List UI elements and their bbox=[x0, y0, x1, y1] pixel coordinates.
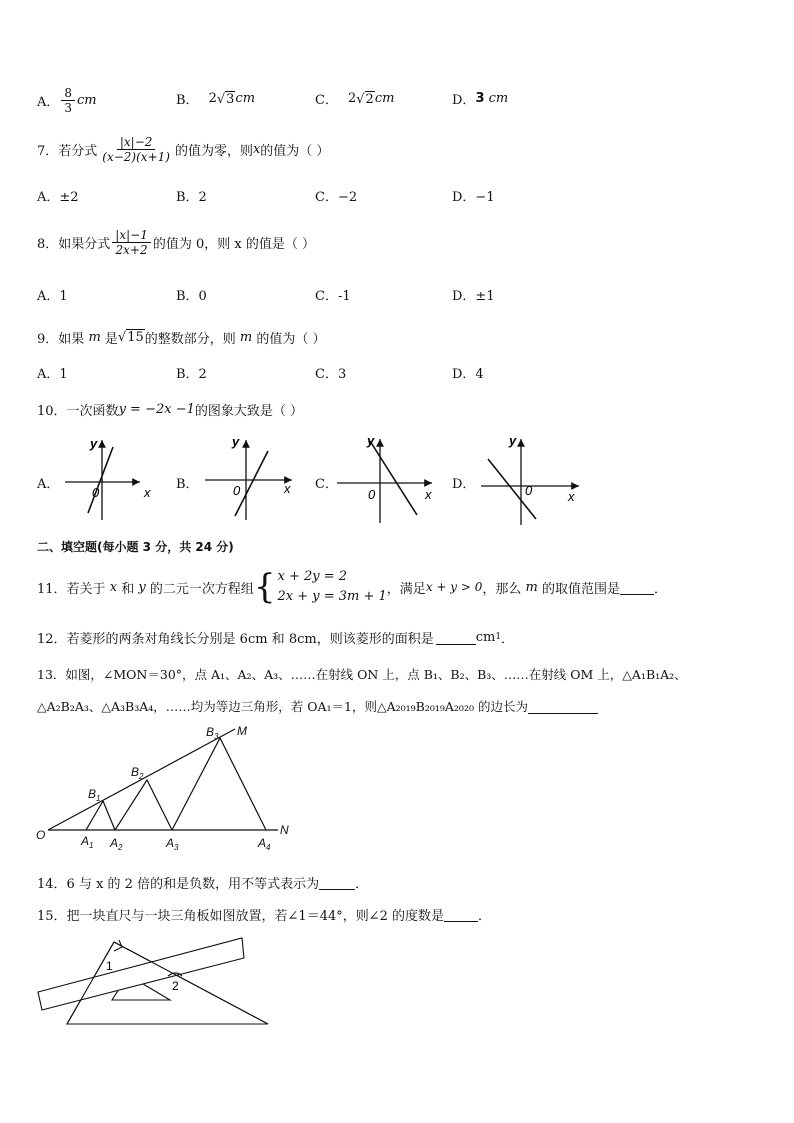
q10-graph-c bbox=[337, 433, 432, 523]
section2-title: 二、填空题(每小题 3 分，共 24 分) bbox=[37, 539, 234, 554]
q10-graph-c-label: C． bbox=[315, 477, 338, 492]
q13-line2: △A₂B₂A₃、△A₃B₃A₄，……均为等边三角形，若 OA₁＝1，则△A₂₀₁₉B₂₀₁₉A₂₀₂₀ 的边长为 bbox=[37, 695, 598, 717]
label-a4: $A_4$ bbox=[258, 836, 271, 852]
q11-answer-blank[interactable] bbox=[620, 580, 654, 595]
q10-graph-a bbox=[65, 436, 151, 520]
q7-option-c: C．−2 bbox=[315, 190, 358, 205]
q10-graphs bbox=[0, 425, 794, 525]
label-a2: $A_2$ bbox=[110, 836, 123, 852]
q10-graph-d-origin: 0 bbox=[525, 483, 533, 498]
q10-graph-b-x: x bbox=[284, 481, 291, 496]
q13-figure bbox=[30, 718, 320, 858]
q6-option-d: D． 3 cm bbox=[452, 91, 509, 108]
angle-1-label: 1 bbox=[106, 959, 113, 973]
q11-equation-system: { x + 2y = 2 2x + y = 3m + 1 bbox=[253, 567, 387, 607]
label-a3: $A_3$ bbox=[166, 836, 179, 852]
q10-graph-d-label: D． bbox=[452, 477, 476, 492]
q12-answer-blank[interactable] bbox=[436, 630, 476, 645]
triangle-a1b1a2 bbox=[86, 801, 115, 830]
q13-answer-blank[interactable] bbox=[528, 699, 598, 714]
q15-figure bbox=[30, 930, 280, 1030]
triangle-a3b3a4 bbox=[172, 738, 266, 830]
q10-graph-b-origin: 0 bbox=[233, 483, 241, 498]
q10-graph-c-line bbox=[370, 441, 417, 515]
q10-graph-a-y: y bbox=[90, 436, 98, 451]
q7-fraction: $\frac{|x|-2}{(x-2)(x+1)}$ bbox=[102, 134, 170, 164]
q9-option-b: B．2 bbox=[176, 367, 207, 382]
label-a1: $A_1$ bbox=[81, 834, 94, 850]
q15-stem: 15．把一块直尺与一块三角板如图放置，若∠1＝44°，则∠2 的度数是 ． bbox=[37, 908, 492, 924]
q8-option-a: A．1 bbox=[37, 289, 68, 304]
q6-option-b: B． 2 √ 3 cm bbox=[176, 91, 256, 108]
q10-graph-b-y: y bbox=[232, 434, 240, 449]
label-n: N bbox=[280, 823, 289, 837]
q6-option-c: C． 2 √ 2 cm bbox=[315, 91, 395, 108]
q11-stem: 11． 若关于 x 和 y 的二元一次方程组 { x + 2y = 2 2x + y = 3m + 1 ，满足 x + y > 0 ，那么 m 的取值范围是 ． bbox=[37, 567, 668, 607]
label-b2: $B_2$ bbox=[131, 765, 144, 781]
q10-stem: 10． 一次函数 y = −2x −1 的图象大致是（ ） bbox=[37, 401, 303, 419]
q7-stem: 7． 若分式 $\frac{|x|-2}{(x-2)(x+1)}$ 的值为零，则 x 的值为（ ） bbox=[37, 134, 330, 164]
q10-graph-c-origin: 0 bbox=[368, 487, 376, 502]
q8-option-d: D．±1 bbox=[452, 289, 495, 304]
q10-graph-d-y: y bbox=[509, 433, 517, 448]
q10-graph-d-x: x bbox=[568, 489, 575, 504]
q10-graph-a-label: A． bbox=[37, 477, 60, 492]
q10-graph-b-label: B． bbox=[176, 477, 199, 492]
label-b1: $B_1$ bbox=[88, 787, 101, 803]
q9-option-d: D．4 bbox=[452, 367, 484, 382]
q12-stem: 12．若菱形的两条对角线长分别是 6cm 和 8cm，则该菱形的面积是 cm 1 ． bbox=[37, 629, 515, 647]
q8-fraction: $\frac{|x|-1}{2x+2}$ bbox=[112, 228, 151, 257]
q6-a-fraction: $\frac{8}{3}$ bbox=[61, 86, 75, 115]
q10-graph-d bbox=[481, 433, 579, 525]
q9-sqrt: √ 15 bbox=[117, 330, 144, 345]
q10-graph-c-y: y bbox=[367, 433, 375, 448]
q15-answer-blank[interactable] bbox=[444, 907, 478, 922]
q10-graph-b bbox=[205, 434, 292, 520]
q7-option-a: A．±2 bbox=[37, 190, 79, 205]
q10-graph-a-x: x bbox=[144, 485, 151, 500]
q10-graph-a-origin: 0 bbox=[92, 485, 100, 500]
q9-stem: 9． 如果 m 是 √ 15 的整数部分，则 m 的值为（ ） bbox=[37, 329, 326, 347]
q14-stem: 14．6 与 x 的 2 倍的和是负数，用不等式表示为 ． bbox=[37, 876, 369, 892]
q8-option-b: B．0 bbox=[176, 289, 207, 304]
q7-option-d: D．−1 bbox=[452, 190, 495, 205]
label-o: O bbox=[36, 828, 46, 842]
q9-option-c: C．3 bbox=[315, 367, 347, 382]
q10-graph-a-line bbox=[88, 447, 113, 513]
q9-option-a: A．1 bbox=[37, 367, 68, 382]
angle-2-label: 2 bbox=[172, 979, 179, 993]
label-b3: $B_3$ bbox=[206, 725, 219, 741]
q13-line1: 13．如图，∠MON＝30°，点 A₁、A₂、A₃、……在射线 ON 上，点 B₁、B₂、B₃、……在射线 OM 上，△A₁B₁A₂、 bbox=[37, 667, 687, 682]
triangle-a2b2a3 bbox=[115, 780, 172, 830]
q6-option-a: A． $\frac{8}{3}$ cm bbox=[37, 86, 97, 115]
q8-stem: 8． 如果分式 $\frac{|x|-1}{2x+2}$ 的值为 0，则 x 的值是（ ） bbox=[37, 227, 315, 257]
q7-option-b: B．2 bbox=[176, 190, 207, 205]
q14-answer-blank[interactable] bbox=[319, 875, 355, 890]
q8-option-c: C．-1 bbox=[315, 289, 351, 304]
q10-graph-c-x: x bbox=[425, 487, 432, 502]
ruler bbox=[38, 938, 244, 1010]
label-m: M bbox=[237, 724, 247, 738]
